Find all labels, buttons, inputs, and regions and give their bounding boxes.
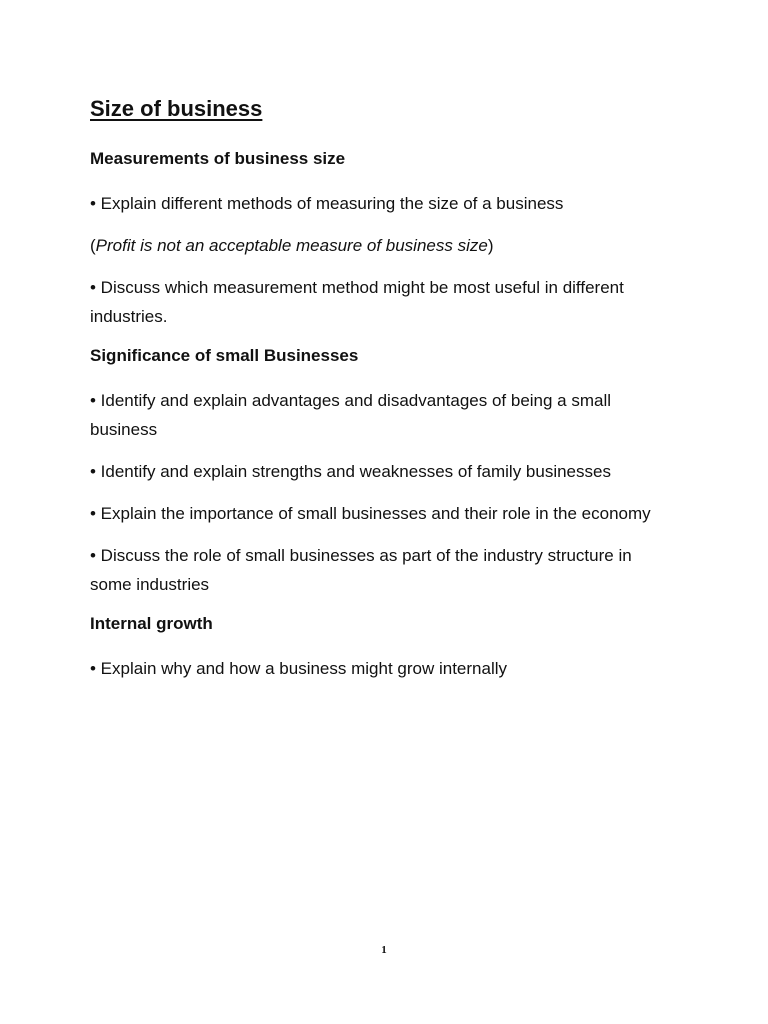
- note-text: Profit is not an acceptable measure of business size: [95, 236, 488, 255]
- section-heading-measurements: Measurements of business size: [90, 149, 346, 168]
- profit-note: [90, 231, 668, 260]
- document-title: Size of business: [90, 96, 263, 121]
- bullet-family-businesses: • Identify and explain strengths and weaknesses of family businesses: [90, 462, 611, 481]
- section-heading-internal-growth: Internal growth: [90, 614, 213, 633]
- bullet-advantages-disadvantages: • Identify and explain advantages and disadvantages of being a small business: [90, 391, 612, 439]
- note-open-paren: (: [90, 236, 96, 255]
- bullet-grow-internally: • Explain why and how a business might grow internally: [90, 659, 507, 678]
- section-heading-small-businesses: Significance of small Businesses: [90, 346, 359, 365]
- note-close-paren: ): [487, 236, 494, 255]
- page-number: 1: [381, 944, 387, 956]
- bullet-measurement-usefulness: • Discuss which measurement method might be most useful in different industries.: [90, 278, 624, 326]
- bullet-industry-structure: • Discuss the role of small businesses as part of the industry structure in some industries: [90, 546, 632, 594]
- bullet-measuring-methods: • Explain different methods of measuring the size of a business: [90, 194, 564, 213]
- bullet-importance-economy: • Explain the importance of small businesses and their role in the economy: [90, 504, 651, 523]
